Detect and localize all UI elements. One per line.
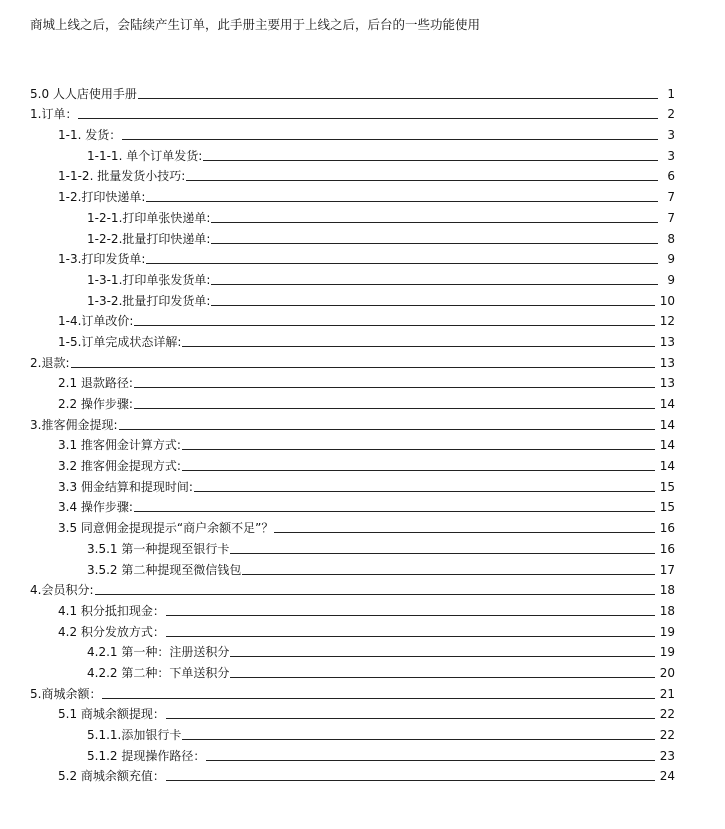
toc-entry-title: 3.推客佣金提现:	[30, 417, 118, 432]
toc-entry-title: 5.2 商城余额充值：	[58, 769, 165, 784]
toc-leader-line	[78, 118, 658, 119]
toc-entry-title: 1-2-1.打印单张快递单:	[87, 210, 211, 225]
toc-entry[interactable]	[30, 701, 675, 722]
toc-entry-page-number: 18	[659, 583, 675, 598]
toc-leader-line	[71, 367, 655, 368]
toc-entry-page-number: 3	[667, 128, 675, 143]
toc-entry[interactable]	[30, 121, 675, 142]
toc-entry-title: 2.退款:	[30, 355, 70, 370]
toc-entry[interactable]	[30, 308, 675, 329]
toc-entry-page-number: 7	[667, 190, 675, 205]
toc-entry-title: 1.订单：	[30, 107, 78, 122]
toc-leader-line	[138, 98, 658, 99]
toc-leader-line	[182, 739, 654, 740]
toc-leader-line	[203, 160, 658, 161]
toc-entry-title: 5.0 人人店使用手册	[30, 86, 137, 101]
toc-entry-page-number: 22	[659, 728, 675, 742]
toc-entry-title: 5.商城余额：	[30, 686, 102, 701]
toc-leader-line	[146, 201, 658, 202]
toc-entry-page-number: 21	[659, 686, 675, 701]
toc-entry[interactable]	[30, 639, 675, 660]
toc-entry-title: 1-4.订单改价:	[58, 314, 134, 329]
toc-entry[interactable]	[30, 225, 675, 246]
toc-entry-page-number: 13	[659, 376, 675, 391]
toc-leader-line	[211, 222, 658, 223]
toc-leader-line	[230, 677, 654, 678]
toc-leader-line	[95, 594, 655, 595]
toc-entry[interactable]	[30, 287, 675, 308]
toc-entry[interactable]	[30, 349, 675, 370]
toc-leader-line	[102, 698, 654, 699]
toc-entry[interactable]	[30, 432, 675, 453]
toc-entry-page-number: 6	[667, 169, 675, 184]
toc-entry[interactable]	[30, 556, 675, 577]
toc-entry[interactable]	[30, 514, 675, 535]
toc-leader-line	[186, 180, 658, 181]
toc-entry[interactable]	[30, 204, 675, 225]
toc-entry-page-number: 2	[667, 107, 675, 122]
toc-entry-title: 3.1 推客佣金计算方式:	[58, 438, 181, 453]
toc-entry-title: 1-1-2. 批量发货小技巧:	[58, 169, 186, 184]
toc-entry[interactable]	[30, 370, 675, 391]
toc-entry-page-number: 8	[667, 231, 675, 246]
toc-leader-line	[182, 346, 654, 347]
toc-entry[interactable]	[30, 266, 675, 287]
toc-entry-page-number: 3	[667, 148, 675, 163]
toc-entry[interactable]	[30, 721, 675, 742]
toc-entry[interactable]	[30, 473, 675, 494]
toc-entry-title: 1-3.打印发货单:	[58, 252, 146, 267]
toc-entry-title: 1-2.打印快递单:	[58, 190, 146, 205]
toc-entry[interactable]	[30, 411, 675, 432]
toc-leader-line	[134, 325, 654, 326]
toc-entry-page-number: 22	[659, 707, 675, 722]
toc-entry-title: 5.1.1.添加银行卡	[87, 728, 182, 742]
toc-entry[interactable]	[30, 577, 675, 598]
toc-entry[interactable]	[30, 680, 675, 701]
toc-entry-page-number: 16	[659, 541, 675, 556]
toc-entry-page-number: 15	[659, 479, 675, 494]
toc-entry[interactable]	[30, 101, 675, 122]
toc-leader-line	[134, 511, 655, 512]
toc-entry-title: 4.2 积分发放方式：	[58, 624, 165, 639]
toc-entry-title: 3.5.1 第一种提现至银行卡	[87, 541, 230, 556]
toc-entry[interactable]	[30, 659, 675, 680]
toc-entry[interactable]	[30, 246, 675, 267]
toc-leader-line	[211, 305, 654, 306]
toc-entry-title: 2.2 操作步骤:	[58, 397, 133, 411]
toc-entry-page-number: 18	[659, 603, 675, 618]
toc-leader-line	[206, 760, 654, 761]
toc-leader-line	[134, 408, 655, 409]
toc-entry[interactable]	[30, 390, 675, 411]
toc-entry[interactable]	[30, 163, 675, 184]
toc-entry-page-number: 12	[659, 314, 675, 329]
toc-entry[interactable]	[30, 494, 675, 515]
toc-leader-line	[134, 387, 655, 388]
toc-leader-line	[166, 780, 655, 781]
toc-entry-page-number: 15	[659, 500, 675, 515]
toc-entry-page-number: 23	[659, 748, 675, 763]
toc-entry[interactable]	[30, 535, 675, 556]
toc-entry-title: 1-1-1. 单个订单发货:	[87, 148, 203, 163]
toc-entry-title: 5.1.2 提现操作路径：	[87, 748, 206, 763]
toc-entry-page-number: 9	[667, 272, 675, 287]
toc-entry-page-number: 14	[659, 459, 675, 474]
toc-leader-line	[242, 574, 654, 575]
toc-entry[interactable]	[30, 183, 675, 204]
toc-entry-page-number: 14	[659, 417, 675, 432]
toc-entry-title: 1-3-2.批量打印发货单:	[87, 293, 211, 308]
toc-leader-line	[166, 718, 655, 719]
table-of-contents	[30, 80, 675, 783]
toc-entry-title: 3.4 操作步骤:	[58, 500, 133, 515]
toc-leader-line	[122, 139, 658, 140]
toc-leader-line	[166, 636, 655, 637]
toc-entry-title: 3.5.2 第二种提现至微信钱包	[87, 562, 242, 577]
toc-leader-line	[194, 491, 655, 492]
toc-entry-page-number: 16	[659, 521, 675, 536]
toc-entry-page-number: 13	[659, 334, 675, 349]
toc-leader-line	[274, 532, 654, 533]
toc-entry-page-number: 7	[667, 210, 675, 225]
toc-entry-title: 5.1 商城余额提现：	[58, 707, 165, 722]
toc-entry-page-number: 19	[659, 624, 675, 639]
toc-entry-page-number: 10	[659, 293, 675, 308]
toc-entry-title: 1-1. 发货：	[58, 128, 122, 143]
toc-entry-page-number: 1	[667, 86, 675, 101]
toc-entry[interactable]	[30, 763, 675, 784]
toc-leader-line	[182, 470, 655, 471]
toc-entry[interactable]	[30, 80, 675, 101]
toc-leader-line	[182, 449, 655, 450]
toc-entry[interactable]	[30, 597, 675, 618]
toc-entry[interactable]	[30, 142, 675, 163]
toc-entry-title: 2.1 退款路径:	[58, 376, 133, 391]
toc-entry-page-number: 20	[659, 665, 675, 680]
toc-entry-title: 1-2-2.批量打印快递单:	[87, 231, 211, 246]
toc-entry-page-number: 14	[659, 397, 675, 411]
toc-entry-title: 1-3-1.打印单张发货单:	[87, 272, 211, 287]
toc-entry-page-number: 9	[667, 252, 675, 267]
toc-entry[interactable]	[30, 452, 675, 473]
toc-entry-title: 3.3 佣金结算和提现时间:	[58, 479, 193, 494]
toc-entry-title: 3.2 推客佣金提现方式:	[58, 459, 181, 474]
toc-entry-page-number: 24	[659, 769, 675, 784]
toc-leader-line	[146, 263, 658, 264]
intro-text: 商城上线之后，会陆续产生订单，此手册主要用于上线之后，后台的一些功能使用	[30, 17, 481, 32]
toc-entry[interactable]	[30, 618, 675, 639]
toc-leader-line	[211, 243, 658, 244]
toc-entry-title: 4.1 积分抵扣现金：	[58, 603, 165, 618]
toc-entry-page-number: 14	[659, 438, 675, 453]
toc-leader-line	[166, 615, 655, 616]
toc-entry[interactable]	[30, 328, 675, 349]
toc-leader-line	[230, 656, 654, 657]
toc-leader-line	[211, 284, 658, 285]
toc-entry-page-number: 19	[659, 645, 675, 660]
toc-entry-title: 4.2.2 第二种：下单送积分	[87, 665, 230, 680]
toc-entry-title: 4.2.1 第一种：注册送积分	[87, 645, 230, 660]
toc-entry-page-number: 17	[659, 562, 675, 577]
toc-leader-line	[230, 553, 654, 554]
toc-leader-line	[119, 429, 655, 430]
toc-entry-title: 3.5 同意佣金提现提示“商户余额不足”？	[58, 521, 274, 536]
toc-entry-page-number: 13	[659, 355, 675, 370]
toc-entry[interactable]	[30, 742, 675, 763]
toc-entry-title: 1-5.订单完成状态详解:	[58, 334, 182, 349]
toc-entry-title: 4.会员积分:	[30, 583, 94, 598]
